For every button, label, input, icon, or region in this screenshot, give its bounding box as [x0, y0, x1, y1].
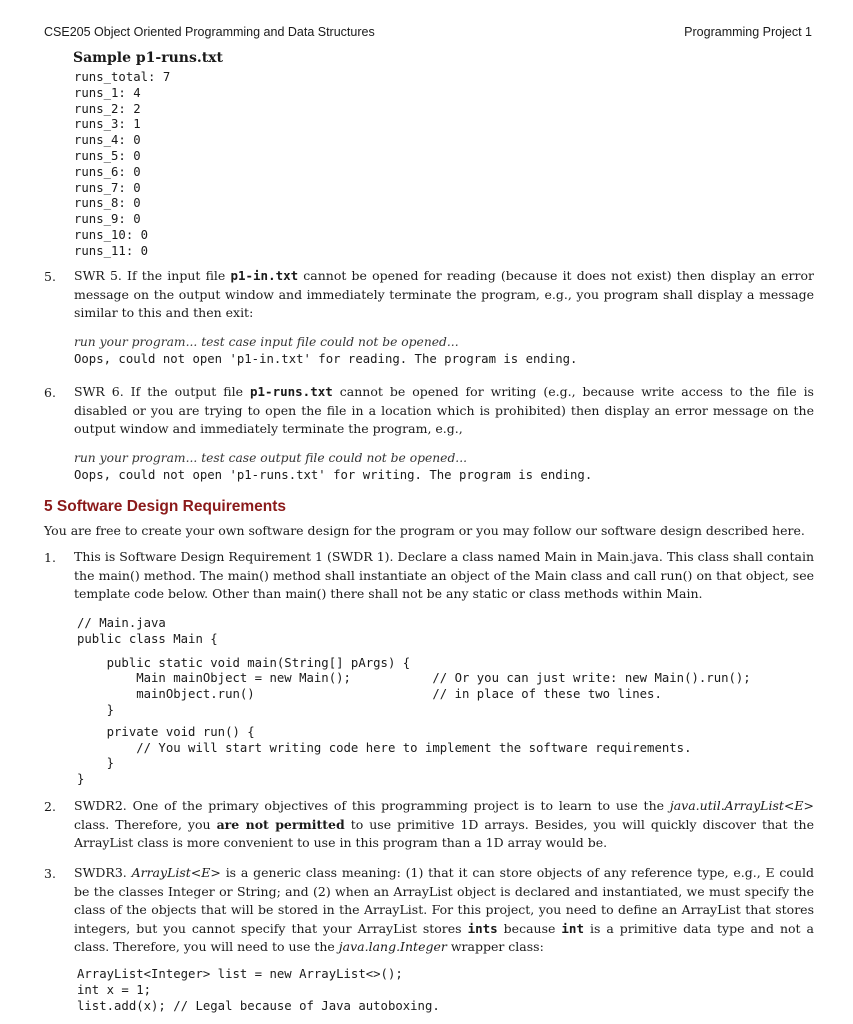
list-number: 6. [44, 385, 56, 400]
code-line: int x = 1; [77, 982, 152, 997]
sample-line: runs_3: 1 [74, 117, 141, 132]
code-line: } [77, 772, 85, 787]
list-number: 5. [44, 269, 56, 284]
list-number: 1. [44, 550, 56, 565]
header-project-title: Programming Project 1 [684, 25, 812, 39]
swr5-paragraph [74, 267, 814, 323]
sample-line: runs_4: 0 [74, 133, 141, 148]
sample-line: runs_10: 0 [74, 227, 149, 242]
code-line: } [77, 756, 115, 771]
code-line: } [77, 702, 115, 717]
sample-line: runs_9: 0 [74, 212, 141, 227]
swdr3-int: int [561, 920, 584, 936]
swdr3-text-e: wrapper class: [446, 939, 544, 954]
swdr3-paragraph [74, 864, 814, 957]
swdr2-text: SWDR2. One of the primary objectives of this programming project is to learn to use the [74, 798, 670, 813]
swdr3-text: SWDR3. [74, 865, 132, 880]
sample-line: runs_1: 4 [74, 85, 141, 100]
swdr3-text-b: is a generic class meaning: (1) that it can store objects of any reference type, e.g., E could be the classes Integer or String; and (2) when an ArrayList object is declared and instantiated, we must specify the class of the objects that will be stored in the ArrayList. For this project, you need to define an ArrayList that stores integers, but you cannot specify that your ArrayList stores [74, 865, 814, 936]
swr6-text-cont: cannot be opened for writing (e.g., because write access to the file is disabled or you are trying to open the file in a location which is prohibited) then display an error message on the output window and immediately terminate the program, e.g., [74, 384, 814, 436]
sample-line: runs_7: 0 [74, 180, 141, 195]
code-line: list.add(x); // Legal because of Java autoboxing. [77, 998, 440, 1013]
swr6-paragraph [74, 383, 814, 439]
swdr2-text-end: to use primitive 1D arrays. Besides, you will quickly discover that the ArrayList class is more convenient to use in this program than a 1D array would be. [74, 816, 814, 850]
swdr3-text-d: is a primitive data type and not a class. Therefore, you will need to use the [74, 920, 815, 954]
sample-line: runs_8: 0 [74, 196, 141, 211]
section-intro: You are free to create your own software design for the program or you may follow our software design described here. [44, 523, 805, 538]
swr5-text-cont: cannot be opened for reading (because it does not exist) then display an error message on the output window and immediately terminate the program, e.g., you program shall display a message similar to this and then exit: [74, 268, 815, 320]
list-number: 2. [44, 799, 56, 814]
code-line: public class Main { [77, 631, 218, 646]
code-line: // Main.java [77, 616, 166, 630]
code-line: private void run() { [77, 724, 255, 739]
code-line: mainObject.run() // in place of these two lines. [77, 687, 662, 702]
list-number: 3. [44, 866, 56, 881]
swdr2-text-cont: class. Therefore, you [74, 816, 217, 832]
swr5-filename: p1-in.txt [230, 268, 299, 283]
swdr3-code-block [77, 967, 440, 1014]
swr5-run-note: run your program... test case input file could not be opened... [74, 335, 459, 349]
section-heading: 5 Software Design Requirements [44, 498, 287, 515]
code-line: Main mainObject = new Main(); // Or you can just write: new Main().run(); [77, 671, 751, 686]
code-line: ArrayList<Integer> list = new ArrayList<>(); [77, 967, 403, 981]
swdr1-code-block [77, 616, 751, 788]
swdr2-class-name: java.util.ArrayList<E> [669, 798, 814, 813]
swr5-output: Oops, could not open 'p1-in.txt' for reading. The program is ending. [74, 352, 578, 366]
sample-line: runs_11: 0 [74, 243, 149, 258]
swr6-run-note: run your program... test case output file could not be opened... [74, 451, 468, 465]
swr6-text: SWR 6. If the output file [74, 384, 250, 399]
code-line: // You will start writing code here to implement the software requirements. [77, 740, 692, 755]
swdr3-ints: ints [467, 920, 498, 936]
sample-file-title: Sample p1-runs.txt [73, 50, 223, 66]
sample-line: runs_2: 2 [74, 101, 141, 116]
swdr3-text-c: because [497, 920, 562, 936]
swr5-text: SWR 5. If the input file [74, 268, 231, 283]
sample-line: runs_total: 7 [74, 70, 171, 84]
swdr1-paragraph: This is Software Design Requirement 1 (SWDR 1). Declare a class named Main in Main.java. This class shall contain the main() method. The main() method shall instantiate an object of the Main class and call run() on that object, see template code below. Other than main() there shall not be any static or class methods within Main. [74, 549, 814, 601]
swdr3-wrapper-class: java.lang.Integer [338, 939, 447, 954]
sample-line: runs_6: 0 [74, 164, 141, 179]
code-line [77, 648, 751, 656]
swdr3-class-name: ArrayList<E> [131, 865, 221, 880]
code-line: public static void main(String[] pArgs) { [77, 655, 411, 670]
swdr2-paragraph [74, 797, 814, 853]
sample-file-contents [74, 70, 170, 260]
header-course-title: CSE205 Object Oriented Programming and Data Structures [44, 25, 375, 39]
swr6-filename: p1-runs.txt [250, 384, 333, 399]
sample-line: runs_5: 0 [74, 148, 141, 163]
swr6-output: Oops, could not open 'p1-runs.txt' for writing. The program is ending. [74, 468, 593, 482]
swdr2-emphasis: are not permitted [216, 816, 345, 832]
